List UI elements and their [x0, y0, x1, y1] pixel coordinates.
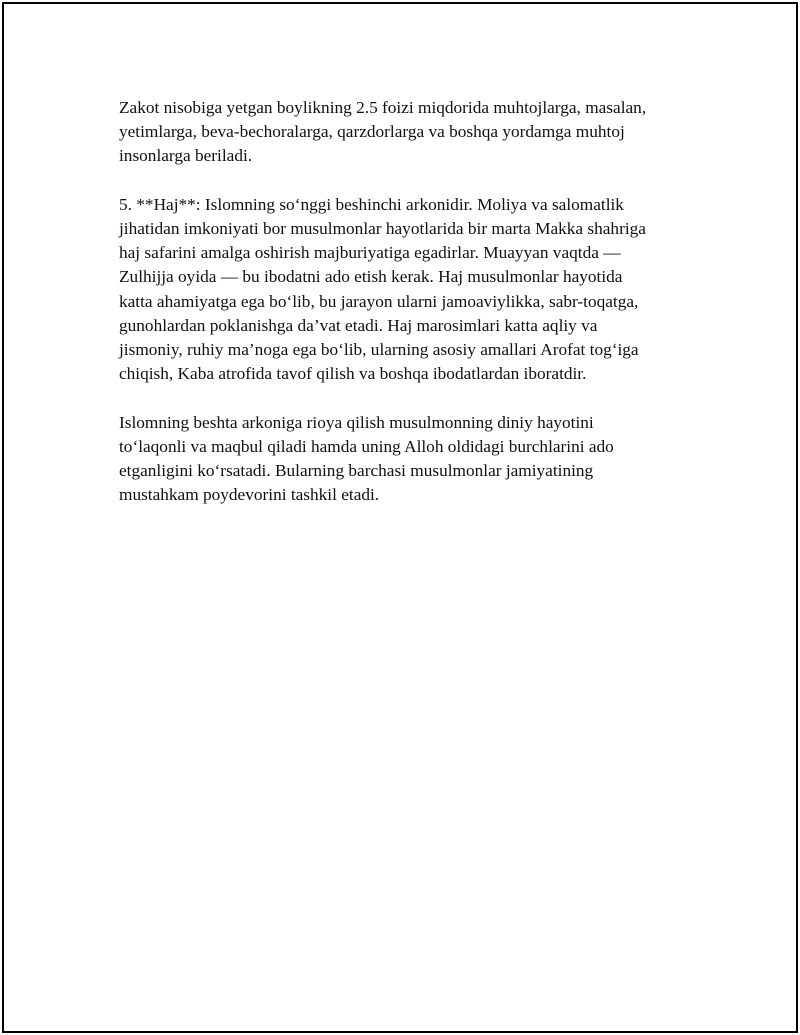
page-frame [2, 2, 798, 1033]
paragraph-zakot: Zakot nisobiga yetgan boylikning 2.5 foizi miqdorida muhtojlarga, masalan, yetimlarga, beva-bechoralarga, qarzdorlarga va boshqa yordamga muhtoj insonlarga beriladi. [119, 98, 647, 166]
document-body [119, 96, 709, 532]
paragraph-conclusion: Islomning beshta arkoniga rioya qilish musulmonning diniy hayotini to‘laqonli va maqbul qiladi hamda uning Alloh oldidagi burchlarini ado etganligini ko‘rsatadi. Bularning barchasi musulmonlar jamiyatining mustahkam poydevorini tashkil etadi. [119, 412, 614, 505]
paragraph-haj: 5. **Haj**: Islomning so‘nggi beshinchi arkonidir. Moliya va salomatlik jihatidan imkoniyati bor musulmonlar hayotlarida bir marta Makka shahriga haj safarini amalga oshirish majburiyatiga egadirlar. Muayyan vaqtda — Zulhijja oyida — bu ibodatni ado etish kerak. Haj musulmonlar hayotida katta ahamiyatga ega bo‘lib, bu jarayon ularni jamoaviylikka, sabr-toqatga, gunohlardan poklanishga da’vat etadi. Haj marosimlari katta aqliy va jismoniy, ruhiy ma’noga ega bo‘lib, ularning asosiy amallari Arofat tog‘iga chiqish, Kaba atrofida tavof qilish va boshqa ibodatlardan iboratdir. [119, 194, 646, 384]
